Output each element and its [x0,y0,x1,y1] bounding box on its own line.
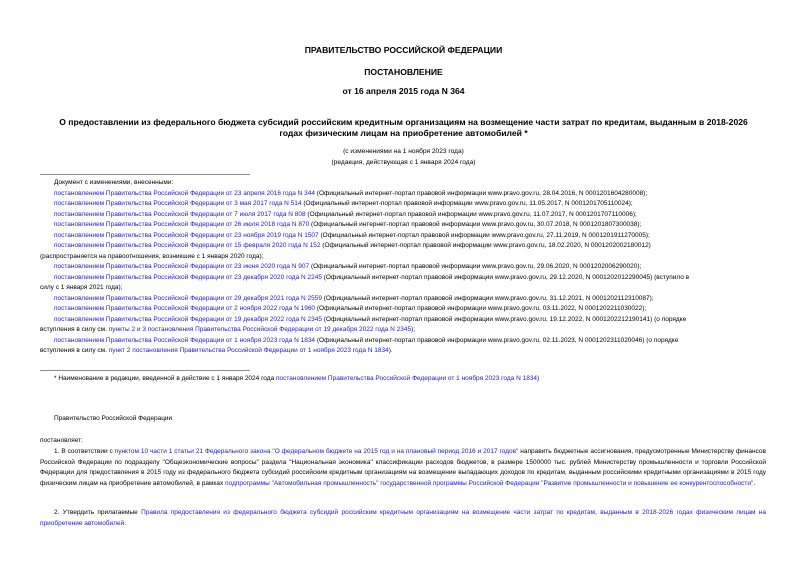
document-title-line-1: О предоставлении из федерального бюджета субсидий российским кредитным организациям на возмещение части затрат по кредитам, выданным в 2018-2026 [59,117,748,127]
change-link[interactable]: постановлением Правительства Российской Федерации от 23 ноября 2019 года N 1507 [54,231,319,239]
change-item: постановлением Правительства Российской Федерации от 2 ноября 2022 года N 1960 (Официальный интернет-портал правовой информации www.pravo.gov.ru, 03.11.2022, N 0001202211030022); [54,305,647,312]
change-item-continuation: силу с 1 января 2021 года); [40,284,123,291]
change-item: постановлением Правительства Российской Федерации от 23 декабря 2020 года N 2245 (Официальный интернет-портал правовой информации www.pravo.gov.ru, 29.12.2020, N 0001202012290045) (вступило в [54,273,690,281]
change-link[interactable]: постановлением Правительства Российской Федерации от 23 июня 2020 года N 907 [54,263,310,270]
change-link[interactable]: постановлением Правительства Российской Федерации от 2 ноября 2022 года N 1960 [54,305,316,312]
paragraph-1-law-link[interactable]: пунктом 10 части 1 статьи 21 Федерального закона "О федеральном бюджете на 2015 год и на плановый период 2016 и 2017 годов" [114,448,519,455]
change-item: постановлением Правительства Российской Федерации от 3 мая 2017 года N 514 (Официальный интернет-портал правовой информации www.pravo.gov.ru, 11.05.2017, N 0001201705110024); [54,200,633,207]
changes-intro: Документ с изменениями, внесенными: [54,179,174,186]
change-item: постановлением Правительства Российской Федерации от 7 июля 2017 года N 808 (Официальный интернет-портал правовой информации www.pravo.gov.ru, 11.07.2017, N 0001201707110006); [54,210,637,218]
changes-list [40,178,766,357]
change-item-continuation: вступления в силу см. пункты 2 и 3 постановления Правительства Российской Федерации от 19 декабря 2022 года N 2345); [40,326,416,333]
change-link[interactable]: постановлением Правительства Российской Федерации от 29 декабря 2021 года N 2559 [54,294,322,302]
edition-effective: (редакция, действующая с 1 января 2024 года) [331,159,476,166]
footnote-text: * Наименование в редакции, введенной в действие с 1 января 2024 года [54,375,276,382]
footnote: * Наименование в редакции, введенной в действие с 1 января 2024 года постановлением Правительства Российской Федерации от 1 ноября 2023 года N 1834) [54,375,540,382]
change-link[interactable]: постановлением Правительства Российской Федерации от 3 мая 2017 года N 514 [54,200,302,207]
change-item: постановлением Правительства Российской Федерации от 29 декабря 2021 года N 2559 (Официальный интернет-портал правовой информации www.pravo.gov.ru, 31.12.2021, N 0001202112310087); [54,294,654,302]
separator-footnote [40,370,250,371]
change-item: постановлением Правительства Российской Федерации от 23 апреля 2016 года N 344 (Официальный интернет-портал правовой информации www.pravo.gov.ru, 28.04.2016, N 0001201604280008); [54,189,648,197]
change-continuation-link[interactable]: пункт 2 постановления Правительства Российской Федерации от 1 ноября 2023 года N 1834 [108,347,389,354]
change-item: постановлением Правительства Российской Федерации от 15 февраля 2020 года N 152 (Официальный интернет-портал правовой информации www.pravo.gov.ru, 18.02.2020, N 0001202002180012) [54,242,651,249]
change-link[interactable]: постановлением Правительства Российской Федерации от 15 февраля 2020 года N 152 [54,242,321,249]
document-title-line-2: годах физическим лицам на приобретение автомобилей * [279,128,528,138]
header-date: от 16 апреля 2015 года N 364 [342,86,465,96]
change-item: постановлением Правительства Российской Федерации от 23 июня 2020 года N 907 (Официальный интернет-портал правовой информации www.pravo.gov.ru, 29.06.2020, N 0001202006290020); [54,263,642,270]
separator-top [40,174,250,175]
change-link[interactable]: постановлением Правительства Российской Федерации от 23 апреля 2016 года N 344 [54,189,315,197]
change-item-continuation: (распространяется на правоотношения, возникшие с 1 января 2020 года); [40,252,264,260]
header-org: ПРАВИТЕЛЬСТВО РОССИЙСКОЙ ФЕДЕРАЦИИ [304,45,503,55]
change-item: постановлением Правительства Российской Федерации от 23 ноября 2019 года N 1507 (Официальный интернет-портал правовой информации www.pravo.gov.ru, 27.11.2019, N 0001201911270005); [54,231,650,239]
paragraph-1: 1. В соответствии с пунктом 10 части 1 статьи 21 Федерального закона "О федеральном бюджете на 2015 год и на плановый период 2016 и 2017 годов" направить бюджетные ассигнования, предусмотренные Министерству финансов Российской Федерации по подразделу "Общеэкономические вопросы" раздела "Национальная экономика" классификации расходов бюджетов, в размере 1500000 тыс. рублей Министерству промышленности и торговли Российской Федерации для предоставления в 2015 году из федерального бюджета субсидий российским кредитным организациям на возмещение выпадающих доходов по кредитам, выданным российскими кредитными организациями в 2015 году физическим лицам на приобретение автомобилей, в рамках подпрограммы "Автомобильная промышленность" государственной программы Российской Федерации "Развитие промышленности и повышение ее конкурентоспособности". [40,448,766,487]
change-link[interactable]: постановлением Правительства Российской Федерации от 1 ноября 2023 года N 1834 [54,336,316,344]
change-item: постановлением Правительства Российской Федерации от 19 декабря 2022 года N 2345 (Официальный интернет-портал правовой информации www.pravo.gov.ru, 19.12.2022, N 0001202212190141) (о порядке [54,315,687,323]
change-link[interactable]: постановлением Правительства Российской Федерации от 26 июля 2018 года N 870 [54,221,310,228]
header-doc-type: ПОСТАНОВЛЕНИЕ [364,67,443,77]
paragraph-2-rules-link[interactable]: Правила предоставления из федерального бюджета субсидий российским кредитным организациям на возмещение части затрат по кредитам, выданным в 2018-2026 годах физическим лицам на приобретение автомобилей [40,509,766,527]
change-link[interactable]: постановлением Правительства Российской Федерации от 23 декабря 2020 года N 2245 [54,273,322,281]
footnote-link[interactable]: постановлением Правительства Российской Федерации от 1 ноября 2023 года N 1834 [276,375,538,382]
edition-changes: (с изменениями на 1 ноября 2023 года) [343,148,464,155]
change-link[interactable]: постановлением Правительства Российской Федерации от 19 декабря 2022 года N 2345 [54,315,322,323]
change-continuation-link[interactable]: пункты 2 и 3 постановления Правительства Российской Федерации от 19 декабря 2022 года N 2345 [108,326,412,333]
change-item-continuation: вступления в силу см. пункт 2 постановления Правительства Российской Федерации от 1 ноября 2023 года N 1834). [40,347,393,354]
paragraph-2: 2. Утвердить прилагаемые Правила предоставления из федерального бюджета субсидий российским кредитным организациям на возмещение части затрат по кредитам, выданным в 2018-2026 годах физическим лицам на приобретение автомобилей. [40,509,766,527]
change-link[interactable]: постановлением Правительства Российской Федерации от 7 июля 2017 года N 808 [54,210,306,218]
change-item: постановлением Правительства Российской Федерации от 1 ноября 2023 года N 1834 (Официальный интернет-портал правовой информации www.pravo.gov.ru, 02.11.2023, N 0001202311020046) (о порядке [54,336,679,344]
paragraph-1-program-link[interactable]: подпрограммы "Автомобильная промышленность" государственной программы Российской Федерации "Развитие промышленности и повышение ее конкурентоспособности" [225,479,754,487]
decides: постановляет: [40,437,83,444]
change-item: постановлением Правительства Российской Федерации от 26 июля 2018 года N 870 (Официальный интернет-портал правовой информации www.pravo.gov.ru, 30.07.2018, N 0001201807300038); [54,221,642,228]
document-title [40,117,767,139]
issuer: Правительство Российской Федерации [54,415,173,422]
